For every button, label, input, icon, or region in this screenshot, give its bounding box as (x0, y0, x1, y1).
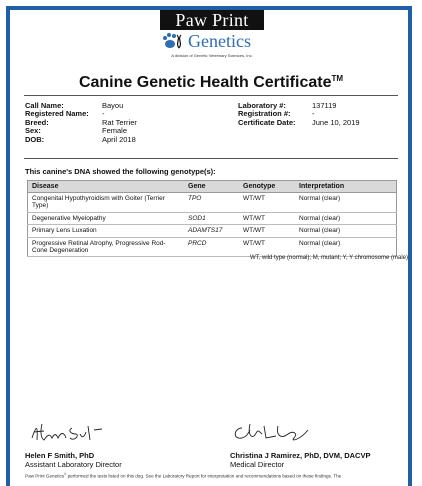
genotype-cell: WT/WT (239, 212, 295, 224)
signer-right (230, 452, 370, 469)
dog-info-left (25, 102, 137, 144)
info-value: Rat Terrier (102, 117, 137, 127)
gene-cell: SOD1 (184, 212, 239, 224)
signer-name: Christina J Ramirez, PhD, DVM, DACVP (230, 451, 371, 460)
interpretation-cell: Normal (clear) (295, 225, 397, 237)
info-value: June 10, 2019 (312, 117, 360, 127)
gene-cell: TPO (184, 193, 239, 213)
table-header-row (28, 181, 397, 193)
interpretation-cell: Normal (clear) (295, 237, 397, 257)
disease-cell: Congenital Hypothyroidism with Goiter (Terrier Type) (28, 193, 185, 213)
info-label: Laboratory #: (238, 101, 286, 110)
signature-left (28, 420, 118, 446)
info-value: Bayou (102, 101, 124, 110)
info-row-certificate-date (238, 119, 360, 127)
column-header-interpretation: Interpretation (295, 181, 397, 193)
info-label: Certificate Date: (238, 117, 296, 127)
genotype-cell: WT/WT (239, 237, 295, 257)
trademark-mark: TM (331, 74, 344, 83)
disease-cell: Degenerative Myelopathy (28, 212, 185, 224)
info-label: Call Name: (25, 101, 64, 110)
logo-tagline: A division of Genetic Veterinary Sciences, Inc. (171, 53, 253, 58)
info-value: 137119 (312, 101, 337, 110)
column-header-gene: Gene (184, 181, 239, 193)
interpretation-cell: Normal (clear) (295, 193, 397, 213)
genotype-table (27, 180, 397, 257)
disease-cell: Progressive Retinal Atrophy, Progressive Rod-Cone Degeneration (28, 237, 185, 257)
logo-line-2-wrap (160, 31, 264, 51)
logo-line-1: Paw Print (160, 10, 264, 30)
info-value: - (102, 109, 105, 119)
certificate-title-text: Canine Genetic Health Certificate (78, 74, 332, 91)
paw-print-genetics-logo (160, 10, 264, 66)
genotype-legend: WT, wild type (normal); M, mutant; Y, Y chromosome (male) (250, 255, 408, 261)
info-label: Registered Name: (25, 109, 89, 119)
column-header-disease: Disease (28, 181, 185, 193)
signer-role: Medical Director (230, 459, 285, 469)
genotype-lead-text: This canine's DNA showed the following genotype(s): (25, 167, 216, 176)
info-label: Sex: (25, 126, 41, 136)
table-row (28, 225, 397, 237)
info-row-dob (25, 136, 137, 144)
info-value: Female (102, 126, 128, 136)
signer-name: Helen F Smith, PhD (25, 451, 95, 460)
signature-right (228, 420, 318, 446)
signer-left (25, 452, 122, 469)
genotype-cell: WT/WT (239, 193, 295, 213)
registered-mark: ® (64, 472, 67, 476)
interpretation-cell: Normal (clear) (295, 212, 397, 224)
genotype-cell: WT/WT (239, 225, 295, 237)
info-label: DOB: (25, 134, 45, 144)
column-header-genotype: Genotype (239, 181, 295, 193)
logo-line-2: Genetics (188, 31, 251, 51)
info-value: April 2018 (102, 134, 136, 144)
table-row (28, 193, 397, 213)
info-label: Registration #: (238, 109, 291, 119)
dog-info-right (238, 102, 360, 127)
footer-brand: Paw Print Genetics (25, 473, 65, 479)
gene-cell: PRCD (184, 237, 239, 257)
footer-disclaimer (25, 472, 410, 479)
disease-cell: Primary Lens Luxation (28, 225, 185, 237)
gene-cell: ADAMTS17 (184, 225, 239, 237)
divider-top (24, 95, 398, 96)
paw-dna-icon (162, 31, 188, 51)
table-row (28, 237, 397, 257)
footer-text: performed the tests listed on this dog. See the Laboratory Report for interpretation and recommendations based on these findings. The (66, 473, 342, 479)
table-row (28, 212, 397, 224)
divider-middle (24, 158, 398, 159)
info-label: Breed: (25, 117, 49, 127)
signer-role: Assistant Laboratory Director (25, 459, 122, 469)
info-value: - (312, 109, 315, 119)
certificate-title (0, 74, 422, 92)
